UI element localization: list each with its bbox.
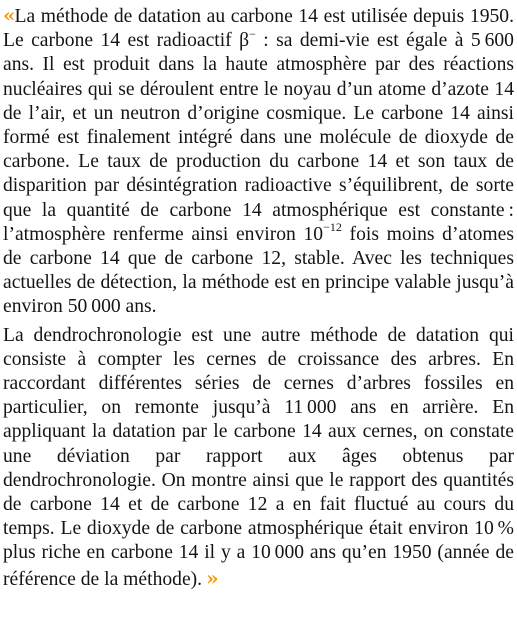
paragraph-1-text-c: fois moins d’atomes de carbone 14 que de carbone 12, stable. Avec les techniques actuelles de détection, la méthode est en principe valable jusqu’à environ 50 000 ans. xyxy=(3,223,514,318)
open-quote-mark: « xyxy=(3,3,13,27)
paragraph-1-text-a: La méthode de datation au carbone 14 est utilisée depuis 1950. Le carbone 14 est radioactif β xyxy=(3,6,514,52)
paragraph-dendrochronology xyxy=(3,324,514,592)
paragraph-1-text-b: : sa demi-vie est égale à 5 600 ans. Il est produit dans la haute atmosphère par des réactions nucléaires qui se déroulent entre le noyau d’un atome d’azote 14 de l’air, et un neutron d’origine cosmique. Le carbone 14 ainsi formé est finalement intégré dans une molécule de dioxyde de carbone. Le taux de production du carbone 14 et son taux de disparition par désintégration radioactive s’équilibrent, de sorte que la quantité de carbone 14 atmosphérique est constante : l’atmosphère renferme ainsi environ 10 xyxy=(3,30,514,245)
exponent-superscript: −12 xyxy=(323,220,342,235)
close-quote-mark: » xyxy=(206,565,216,590)
paragraph-carbon-dating xyxy=(3,3,514,320)
beta-minus-superscript: − xyxy=(249,26,256,41)
paragraph-2-text: La dendrochronologie est une autre méthode de datation qui consiste à compter les cernes de croissance des arbres. En raccordant différentes séries de cernes d’arbres fossiles en particulier, on remonte jusqu’à 11 000 ans en arrière. En appliquant la datation par le carbone 14 aux cernes, on constate une déviation par rapport aux âges obtenus par dendrochronologie. On montre ainsi que le rapport des quantités de carbone 14 et de carbone 12 a en fait fluctué au cours du temps. Le dioxyde de carbone atmosphérique était environ 10 % plus riche en carbone 14 il y a 10 000 ans qu’en 1950 (année de référence de la méthode). xyxy=(3,324,514,590)
